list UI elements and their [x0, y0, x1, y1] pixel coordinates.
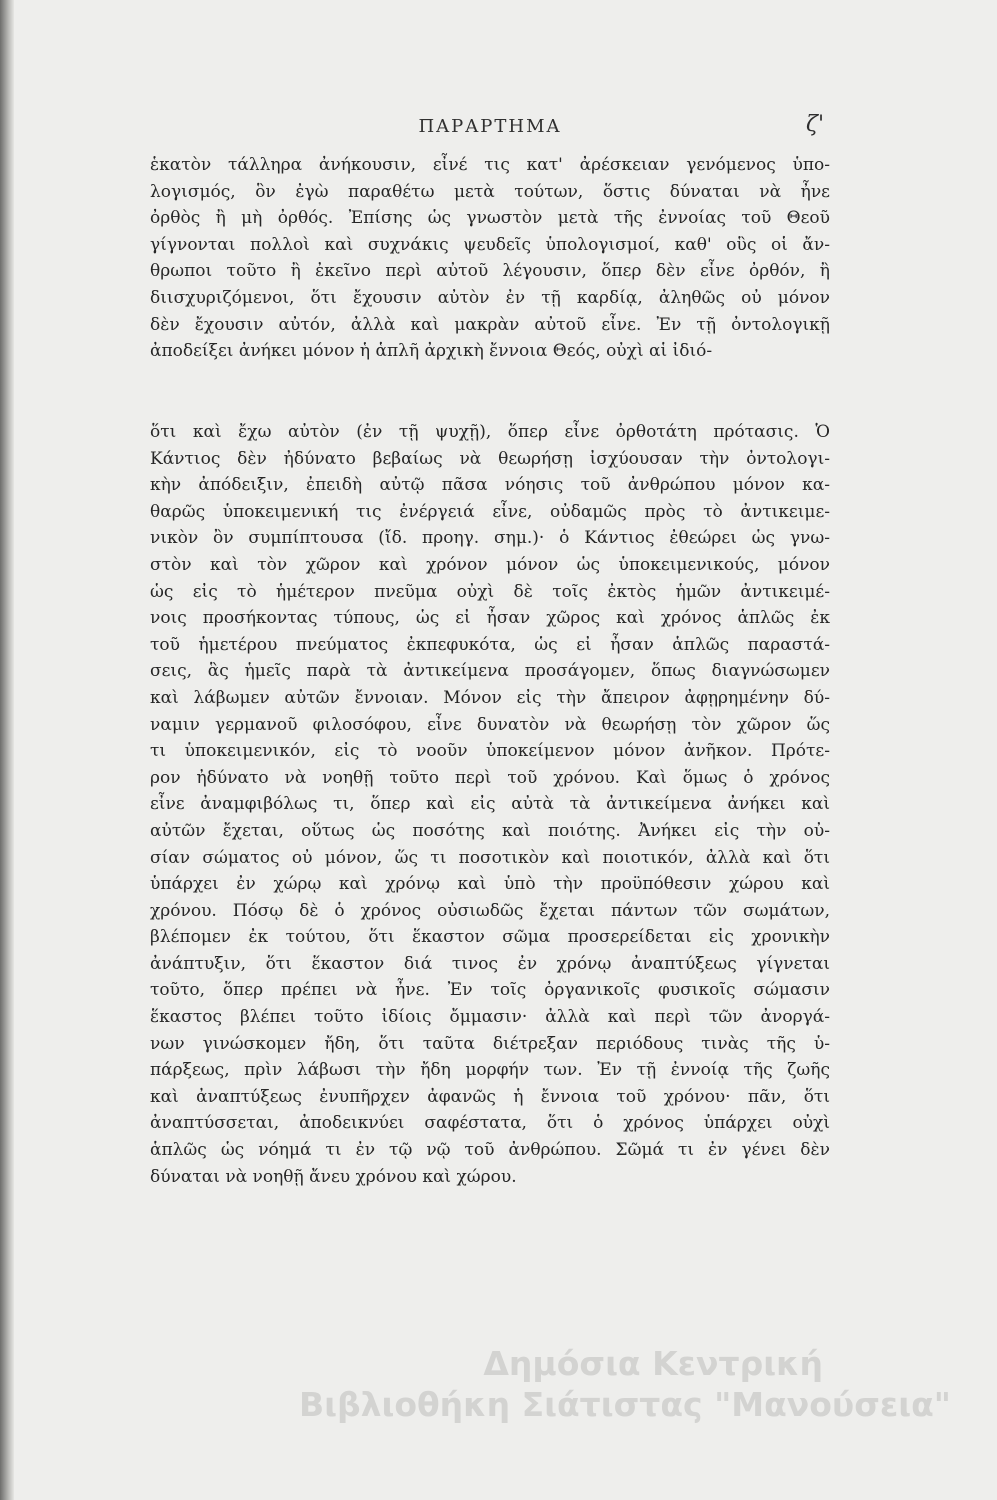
text-line: τοῦ ἡμετέρου πνεύματος ἐκπεφυκότα, ὡς εἰ ἦσαν ἁπλῶς παραστά- — [150, 634, 830, 655]
text-line: σεις, ἃς ἡμεῖς παρὰ τὰ ἀντικείμενα προσάγομεν, ὅπως διαγνώσωμεν — [150, 661, 830, 682]
text-line: ἀποδείξει ἀνήκει μόνον ἡ ἁπλῆ ἀρχικὴ ἔννοια Θεός, οὐχὶ αἱ ἰδιό- — [150, 341, 713, 362]
text-line: κὴν ἀπόδειξιν, ἐπειδὴ αὐτῷ πᾶσα νόησις τοῦ ἀνθρώπου μόνον κα- — [150, 475, 830, 496]
text-line: σίαν σώματος οὐ μόνον, ὥς τι ποσοτικὸν καὶ ποιοτικόν, ἀλλὰ καὶ ὅτι — [150, 847, 830, 868]
text-line: καὶ λάβωμεν αὐτῶν ἔννοιαν. Μόνον εἰς τὴν ἄπειρον ἀφῃρημένην δύ- — [150, 687, 830, 708]
text-line: τι ὑποκειμενικόν, εἰς τὸ νοοῦν ὑποκείμενον μόνον ἀνῆκον. Πρότε- — [150, 741, 830, 762]
text-line: ναμιν γερμανοῦ φιλοσόφου, εἶνε δυνατὸν νὰ θεωρήσῃ τὸν χῶρον ὥς — [150, 714, 830, 735]
text-line: νοις προσήκοντας τύπους, ὡς εἰ ἦσαν χῶρος καὶ χρόνος ἁπλῶς ἐκ — [150, 608, 830, 629]
text-line: λογισμός, ὃν ἐγὼ παραθέτω μετὰ τούτων, ὅστις δύναται νὰ ἦνε — [150, 181, 830, 202]
text-line: ἑκατὸν τάλληρα ἀνήκουσιν, εἶνέ τις κατ' ἀρέσκειαν γενόμενος ὑπο- — [150, 155, 830, 175]
text-line: νων γινώσκομεν ἤδη, ὅτι ταῦτα διέτρεξαν περιόδους τινὰς τῆς ὑ- — [150, 1033, 830, 1054]
library-watermark — [299, 1343, 951, 1426]
text-line: ὑπάρχει ἐν χώρῳ καὶ χρόνῳ καὶ ὑπὸ τὴν προϋπόθεσιν χώρου καὶ — [150, 874, 830, 895]
text-line: εἶνε ἀναμφιβόλως τι, ὅπερ καὶ εἰς αὐτὰ τὰ ἀντικείμενα ἀνήκει καὶ — [150, 794, 830, 815]
text-line: ὅτι καὶ ἔχω αὐτὸν (ἐν τῇ ψυχῇ), ὅπερ εἶνε ὀρθοτάτη πρότασις. Ὁ — [150, 422, 830, 442]
text-line: γίγνονται πολλοὶ καὶ συχνάκις ψευδεῖς ὑπολογισμοί, καθ' οὓς οἱ ἄν- — [150, 234, 830, 255]
text-line: ὀρθὸς ἢ μὴ ὀρθός. Ἐπίσης ὡς γνωστὸν μετὰ τῆς ἐννοίας τοῦ Θεοῦ — [150, 208, 830, 229]
text-line: δύναται νὰ νοηθῇ ἄνευ χρόνου καὶ χώρου. — [150, 1166, 517, 1187]
text-line: ὡς εἰς τὸ ἡμέτερον πνεῦμα οὐχὶ δὲ τοῖς ἐκτὸς ἡμῶν ἀντικειμέ- — [150, 581, 830, 602]
text-line: θρωποι τοῦτο ἢ ἐκεῖνο περὶ αὐτοῦ λέγουσιν, ὅπερ δὲν εἶνε ὀρθόν, ἢ — [150, 261, 830, 282]
page-number: ζ' — [806, 112, 824, 137]
text-line: βλέπομεν ἐκ τούτου, ὅτι ἕκαστον σῶμα προσερείδεται εἰς χρονικὴν — [150, 927, 830, 948]
text-line: πάρξεως, πρὶν λάβωσι τὴν ἤδη μορφήν των. Ἐν τῇ ἐννοίᾳ τῆς ζωῆς — [150, 1060, 830, 1081]
text-line: ρον ἠδύνατο νὰ νοηθῇ τοῦτο περὶ τοῦ χρόνου. Καὶ ὅμως ὁ χρόνος — [150, 767, 830, 788]
text-block-2 — [150, 419, 830, 1190]
text-line: νικὸν ὂν συμπίπτουσα (ἴδ. προηγ. σημ.)· ὁ Κάντιος ἐθεώρει ὡς γνω- — [150, 528, 830, 549]
text-line: ἁπλῶς ὡς νόημά τι ἐν τῷ νῷ τοῦ ἀνθρώπου. Σῶμά τι ἐν γένει δὲν — [150, 1140, 830, 1161]
library-watermark-line2: Βιβλιοθήκη Σιάτιστας "Μανούσεια" — [298, 1385, 951, 1425]
text-line: χρόνου. Πόσῳ δὲ ὁ χρόνος οὐσιωδῶς ἔχεται πάντων τῶν σωμάτων, — [150, 900, 830, 921]
text-line: αὐτῶν ἔχεται, οὕτως ὡς ποσότης καὶ ποιότης. Ἀνήκει εἰς τὴν οὐ- — [150, 820, 830, 841]
text-line: ἕκαστος βλέπει τοῦτο ἰδίοις ὄμμασιν· ἀλλὰ καὶ περὶ τῶν ἀνοργά- — [150, 1007, 830, 1028]
text-line: ἀναπτύσσεται, ἀποδεικνύει σαφέστατα, ὅτι ὁ χρόνος ὑπάρχει οὐχὶ — [150, 1113, 830, 1134]
text-line: δὲν ἔχουσιν αὐτόν, ἀλλὰ καὶ μακρὰν αὐτοῦ εἶνε. Ἐν τῇ ὀντολογικῇ — [150, 314, 830, 335]
text-line: τοῦτο, ὅπερ πρέπει νὰ ἦνε. Ἐν τοῖς ὀργανικοῖς φυσικοῖς σώμασιν — [150, 980, 830, 1001]
text-line: ἀνάπτυξιν, ὅτι ἕκαστον διά τινος ἐν χρόνῳ ἀναπτύξεως γίγνεται — [150, 953, 830, 974]
text-line: καὶ ἀναπτύξεως ἐνυπῆρχεν ἀφανῶς ἡ ἔννοια τοῦ χρόνου· πᾶν, ὅτι — [150, 1086, 830, 1107]
text-line: διισχυριζόμενοι, ὅτι ἔχουσιν αὐτὸν ἐν τῇ καρδίᾳ, ἀληθῶς οὐ μόνον — [150, 287, 830, 308]
book-spine-shadow — [0, 0, 14, 1500]
text-line: Κάντιος δὲν ἠδύνατο βεβαίως νὰ θεωρήσῃ ἰσχύουσαν τὴν ὀντολογι- — [150, 448, 830, 469]
running-title: ΠΑΡΑΡΤΗΜΑ — [418, 116, 562, 137]
page-header — [150, 112, 830, 142]
text-line: στὸν καὶ τὸν χῶρον καὶ χρόνον μόνον ὡς ὑποκειμενικούς, μόνον — [150, 554, 830, 575]
text-line: θαρῶς ὑποκειμενική τις ἐνέργειά εἶνε, οὐδαμῶς πρὸς τὸ ἀντικειμε- — [150, 501, 830, 522]
library-watermark-line1: Δημόσια Κεντρική — [483, 1344, 823, 1383]
text-block-1 — [150, 152, 830, 365]
